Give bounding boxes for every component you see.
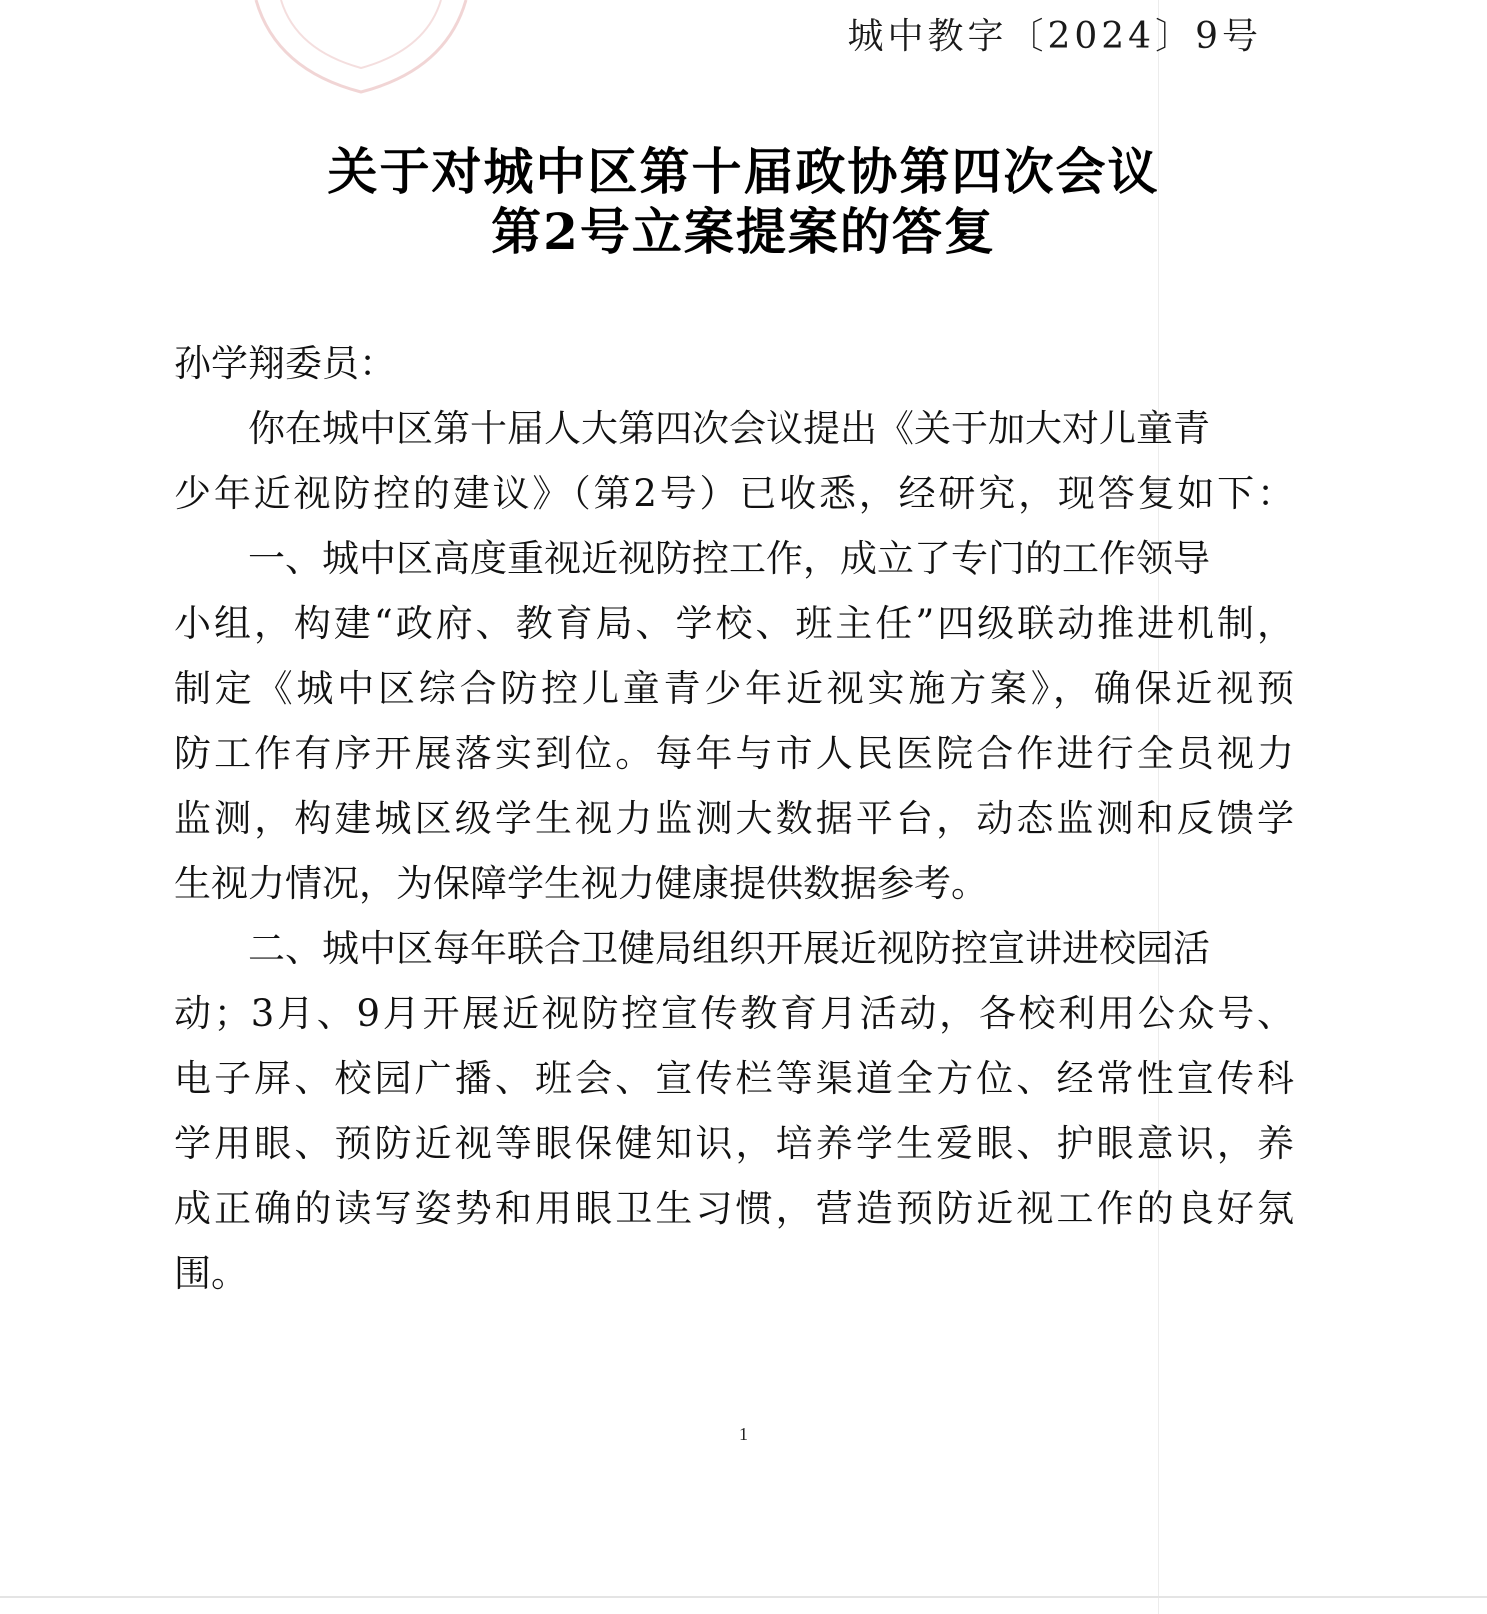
body-line: 动；3月、9月开展近视防控宣传教育月活动，各校利用公众号、 (174, 992, 1294, 1035)
body-line: 一、城中区高度重视近视防控工作，成立了专门的工作领导 (248, 537, 1210, 580)
page-number: 1 (739, 1424, 748, 1444)
document-title-line-1: 关于对城中区第十届政协第四次会议 (327, 142, 1160, 201)
body-line: 防工作有序开展落实到位。每年与市人民医院合作进行全员视力 (174, 732, 1294, 775)
body-line: 监测，构建城区级学生视力监测大数据平台，动态监测和反馈学 (174, 797, 1294, 840)
document-title-line-2: 第2号立案提案的答复 (491, 202, 996, 261)
salutation: 孙学翔委员： (174, 342, 396, 385)
scan-bottom-edge (0, 1596, 1487, 1598)
body-line: 二、城中区每年联合卫健局组织开展近视防控宣讲进校园活 (248, 927, 1210, 970)
body-line: 生视力情况，为保障学生视力健康提供数据参考。 (174, 862, 988, 905)
document-number: 城中教字〔2024〕9号 (847, 16, 1262, 57)
body-line: 围。 (174, 1252, 248, 1295)
body-line: 电子屏、校园广播、班会、宣传栏等渠道全方位、经常性宣传科 (174, 1057, 1294, 1100)
body-line: 小组，构建“政府、教育局、学校、班主任”四级联动推进机制， (174, 602, 1294, 645)
body-line: 制定《城中区综合防控儿童青少年近视实施方案》，确保近视预 (174, 667, 1294, 710)
body-line: 少年近视防控的建议》（第2号）已收悉，经研究，现答复如下： (174, 472, 1294, 515)
body-line: 成正确的读写姿势和用眼卫生习惯，营造预防近视工作的良好氛 (174, 1187, 1294, 1230)
body-line: 学用眼、预防近视等眼保健知识，培养学生爱眼、护眼意识，养 (174, 1122, 1294, 1165)
body-line: 你在城中区第十届人大第四次会议提出《关于加大对儿童青 (248, 407, 1210, 450)
red-seal-stamp-fragment (236, 0, 486, 95)
